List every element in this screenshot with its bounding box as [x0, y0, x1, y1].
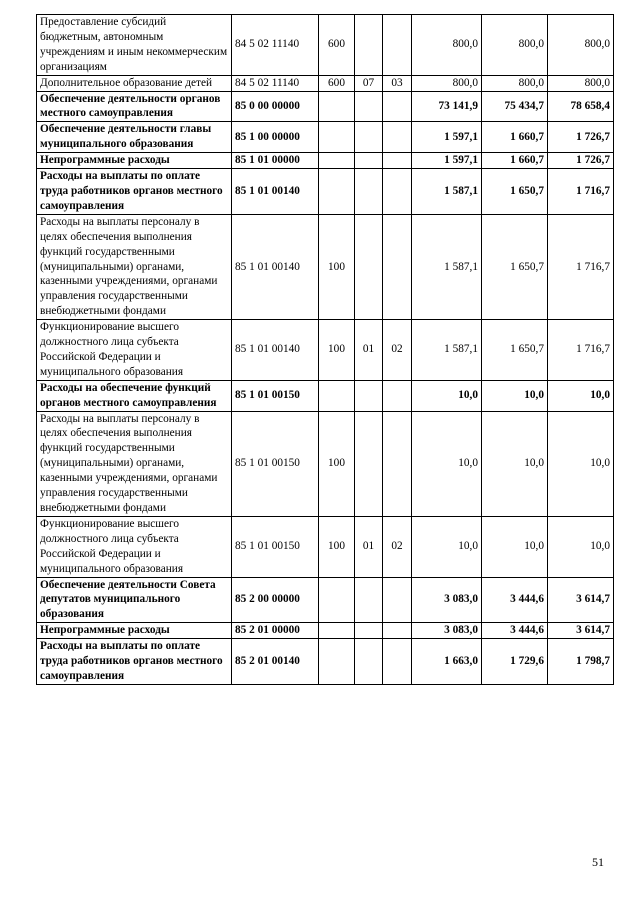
row-code: 84 5 02 11140: [232, 15, 319, 76]
table-row: [37, 380, 614, 411]
table-row: [37, 639, 614, 685]
row-subsection: [383, 15, 412, 76]
row-amount-year-1: 1 663,0: [412, 639, 482, 685]
row-name: Функционирование высшего должностного лица субъекта Российской Федерации и муниципального образования: [37, 516, 232, 577]
row-expense-type: [319, 91, 355, 122]
table-row: [37, 214, 614, 319]
row-section: 01: [355, 320, 383, 381]
row-code: 85 2 01 00140: [232, 639, 319, 685]
row-subsection: 03: [383, 75, 412, 91]
table-row: [37, 577, 614, 623]
row-name: Расходы на выплаты по оплате труда работников органов местного самоуправления: [37, 639, 232, 685]
row-amount-year-2: 75 434,7: [482, 91, 548, 122]
row-code: 85 1 01 00140: [232, 169, 319, 215]
table-row: [37, 153, 614, 169]
row-section: [355, 153, 383, 169]
table-row: [37, 516, 614, 577]
row-expense-type: 100: [319, 320, 355, 381]
row-subsection: [383, 623, 412, 639]
row-section: [355, 169, 383, 215]
row-code: 85 1 01 00150: [232, 516, 319, 577]
row-subsection: 02: [383, 320, 412, 381]
row-section: [355, 214, 383, 319]
row-name: Непрограммные расходы: [37, 153, 232, 169]
row-code: 85 1 01 00150: [232, 411, 319, 516]
table-row: [37, 320, 614, 381]
row-amount-year-1: 3 083,0: [412, 623, 482, 639]
row-amount-year-3: 1 716,7: [548, 320, 614, 381]
row-code: 85 1 01 00140: [232, 214, 319, 319]
row-section: [355, 411, 383, 516]
row-amount-year-1: 10,0: [412, 380, 482, 411]
row-amount-year-1: 10,0: [412, 516, 482, 577]
row-code: 85 1 00 00000: [232, 122, 319, 153]
row-code: 85 1 01 00150: [232, 380, 319, 411]
row-code: 85 1 01 00000: [232, 153, 319, 169]
row-subsection: [383, 153, 412, 169]
row-amount-year-2: 10,0: [482, 516, 548, 577]
budget-table: [36, 14, 614, 685]
row-name: Обеспечение деятельности органов местного самоуправления: [37, 91, 232, 122]
row-amount-year-3: 800,0: [548, 75, 614, 91]
row-code: 85 2 01 00000: [232, 623, 319, 639]
row-amount-year-3: 1 726,7: [548, 153, 614, 169]
row-expense-type: 600: [319, 75, 355, 91]
table-row: [37, 411, 614, 516]
row-subsection: 02: [383, 516, 412, 577]
row-amount-year-1: 1 587,1: [412, 320, 482, 381]
row-section: 01: [355, 516, 383, 577]
row-section: [355, 15, 383, 76]
row-amount-year-2: 800,0: [482, 75, 548, 91]
row-amount-year-1: 1 587,1: [412, 169, 482, 215]
row-name: Непрограммные расходы: [37, 623, 232, 639]
row-name: Функционирование высшего должностного лица субъекта Российской Федерации и муниципального образования: [37, 320, 232, 381]
row-amount-year-1: 73 141,9: [412, 91, 482, 122]
row-code: 85 0 00 00000: [232, 91, 319, 122]
row-name: Расходы на обеспечение функций органов местного самоуправления: [37, 380, 232, 411]
row-amount-year-3: 3 614,7: [548, 623, 614, 639]
row-section: 07: [355, 75, 383, 91]
row-expense-type: [319, 577, 355, 623]
table-row: [37, 169, 614, 215]
row-name: Обеспечение деятельности Совета депутатов муниципального образования: [37, 577, 232, 623]
row-amount-year-3: 10,0: [548, 411, 614, 516]
row-expense-type: [319, 153, 355, 169]
row-expense-type: 100: [319, 411, 355, 516]
row-name: Дополнительное образование детей: [37, 75, 232, 91]
row-amount-year-3: 10,0: [548, 380, 614, 411]
row-subsection: [383, 122, 412, 153]
page-number: 51: [592, 855, 604, 869]
row-subsection: [383, 380, 412, 411]
row-amount-year-3: 800,0: [548, 15, 614, 76]
row-code: 85 2 00 00000: [232, 577, 319, 623]
table-row: [37, 15, 614, 76]
row-amount-year-1: 800,0: [412, 15, 482, 76]
row-amount-year-3: 78 658,4: [548, 91, 614, 122]
row-amount-year-2: 1 650,7: [482, 169, 548, 215]
row-name: Расходы на выплаты по оплате труда работников органов местного самоуправления: [37, 169, 232, 215]
row-code: 84 5 02 11140: [232, 75, 319, 91]
row-expense-type: [319, 169, 355, 215]
row-amount-year-3: 1 716,7: [548, 169, 614, 215]
row-section: [355, 623, 383, 639]
row-amount-year-2: 10,0: [482, 411, 548, 516]
row-subsection: [383, 214, 412, 319]
row-amount-year-2: 1 729,6: [482, 639, 548, 685]
row-subsection: [383, 91, 412, 122]
row-section: [355, 122, 383, 153]
row-expense-type: 600: [319, 15, 355, 76]
row-amount-year-1: 1 597,1: [412, 122, 482, 153]
row-amount-year-2: 10,0: [482, 380, 548, 411]
row-amount-year-3: 1 716,7: [548, 214, 614, 319]
row-name: Предоставление субсидий бюджетным, автономным учреждениям и иным некоммерческим организациям: [37, 15, 232, 76]
row-amount-year-1: 800,0: [412, 75, 482, 91]
table-row: [37, 623, 614, 639]
row-name: Расходы на выплаты персоналу в целях обеспечения выполнения функций государственными (муниципальными) органами, казенными учреждениями, органами управления государственными внебюджетными фондами: [37, 411, 232, 516]
row-section: [355, 91, 383, 122]
row-amount-year-2: 1 650,7: [482, 320, 548, 381]
row-expense-type: 100: [319, 516, 355, 577]
row-amount-year-3: 1 798,7: [548, 639, 614, 685]
row-amount-year-2: 1 650,7: [482, 214, 548, 319]
row-amount-year-2: 1 660,7: [482, 153, 548, 169]
table-row: [37, 122, 614, 153]
row-name: Расходы на выплаты персоналу в целях обеспечения выполнения функций государственными (муниципальными) органами, казенными учреждениями, органами управления государственными внебюджетными фондами: [37, 214, 232, 319]
table-row: [37, 75, 614, 91]
row-subsection: [383, 639, 412, 685]
table-row: [37, 91, 614, 122]
row-amount-year-2: 800,0: [482, 15, 548, 76]
row-expense-type: [319, 380, 355, 411]
row-subsection: [383, 411, 412, 516]
row-expense-type: [319, 639, 355, 685]
row-expense-type: [319, 623, 355, 639]
row-expense-type: 100: [319, 214, 355, 319]
row-subsection: [383, 577, 412, 623]
row-amount-year-1: 1 597,1: [412, 153, 482, 169]
row-subsection: [383, 169, 412, 215]
row-code: 85 1 01 00140: [232, 320, 319, 381]
row-amount-year-3: 10,0: [548, 516, 614, 577]
row-amount-year-1: 3 083,0: [412, 577, 482, 623]
row-expense-type: [319, 122, 355, 153]
row-amount-year-2: 1 660,7: [482, 122, 548, 153]
row-section: [355, 380, 383, 411]
row-name: Обеспечение деятельности главы муниципального образования: [37, 122, 232, 153]
row-amount-year-2: 3 444,6: [482, 577, 548, 623]
row-amount-year-2: 3 444,6: [482, 623, 548, 639]
row-amount-year-3: 3 614,7: [548, 577, 614, 623]
row-amount-year-1: 1 587,1: [412, 214, 482, 319]
row-section: [355, 577, 383, 623]
row-amount-year-1: 10,0: [412, 411, 482, 516]
row-section: [355, 639, 383, 685]
row-amount-year-3: 1 726,7: [548, 122, 614, 153]
